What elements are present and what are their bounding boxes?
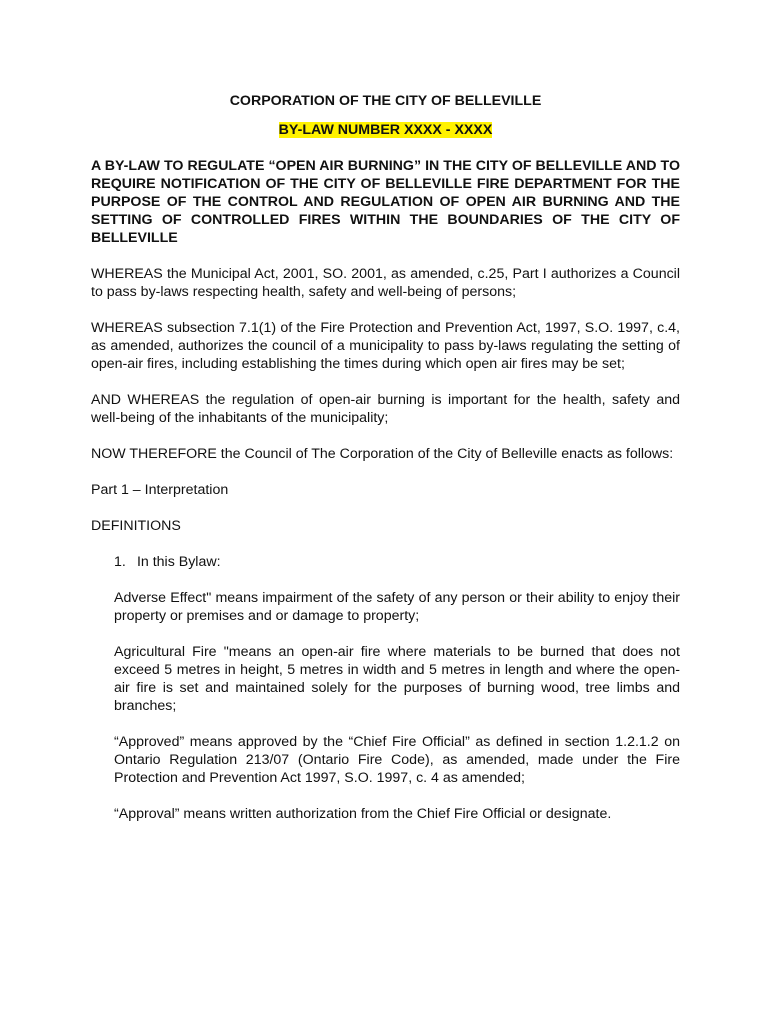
list-item-number: 1. <box>114 554 126 570</box>
whereas-paragraph-1: WHEREAS the Municipal Act, 2001, SO. 2001, as amended, c.25, Part I authorizes a Council to pass by-laws respecting health, safety and well-being of persons; <box>91 266 680 300</box>
definitions-heading: DEFINITIONS <box>91 518 181 534</box>
enactment-paragraph: NOW THEREFORE the Council of The Corporation of the City of Belleville enacts as follows: <box>91 446 674 462</box>
part-1-heading: Part 1 – Interpretation <box>91 482 229 498</box>
bylaw-heading: A BY-LAW TO REGULATE “OPEN AIR BURNING” IN THE CITY OF BELLEVILLE AND TO REQUIRE NOTIFICATION OF THE CITY OF BELLEVILLE FIRE DEPARTMENT FOR THE PURPOSE OF THE CONTROL AND REGULATION OF OPEN AIR BURNING AND THE SETTING OF CONTROLLED FIRES WITHIN THE BOUNDARIES OF THE CITY OF BELLEVILLE <box>91 158 680 246</box>
bylaw-number-highlight: BY-LAW NUMBER XXXX - XXXX <box>278 122 493 138</box>
definition-approved: “Approved” means approved by the “Chief Fire Official” as defined in section 1.2.1.2 on Ontario Regulation 213/07 (Ontario Fire Code), as amended, made under the Fire Protection and Prevention Act 1997, S.O. 1997, c. 4 as amended; <box>114 734 680 786</box>
document-page <box>91 92 680 841</box>
document-title: CORPORATION OF THE CITY OF BELLEVILLE <box>229 93 542 109</box>
definition-approval: “Approval” means written authorization from the Chief Fire Official or designate. <box>114 806 612 822</box>
definition-adverse-effect: Adverse Effect" means impairment of the safety of any person or their ability to enjoy their property or premises and or damage to property; <box>114 590 680 624</box>
definitions-list <box>91 553 680 571</box>
whereas-paragraph-3: AND WHEREAS the regulation of open-air burning is important for the health, safety and well-being of the inhabitants of the municipality; <box>91 392 680 426</box>
definition-agricultural-fire: Agricultural Fire "means an open-air fire where materials to be burned that does not exceed 5 metres in height, 5 metres in width and 5 metres in length and where the open-air fire is set and maintained solely for the purposes of burning wood, tree limbs and branches; <box>114 644 680 714</box>
list-item-text: In this Bylaw: <box>136 554 221 570</box>
bylaw-number <box>91 121 680 139</box>
whereas-paragraph-2: WHEREAS subsection 7.1(1) of the Fire Protection and Prevention Act, 1997, S.O. 1997, c.4, as amended, authorizes the council of a municipality to pass by-laws regulating the setting of open-air fires, including establishing the times during which open air fires may be set; <box>91 320 680 372</box>
list-item <box>114 553 680 571</box>
